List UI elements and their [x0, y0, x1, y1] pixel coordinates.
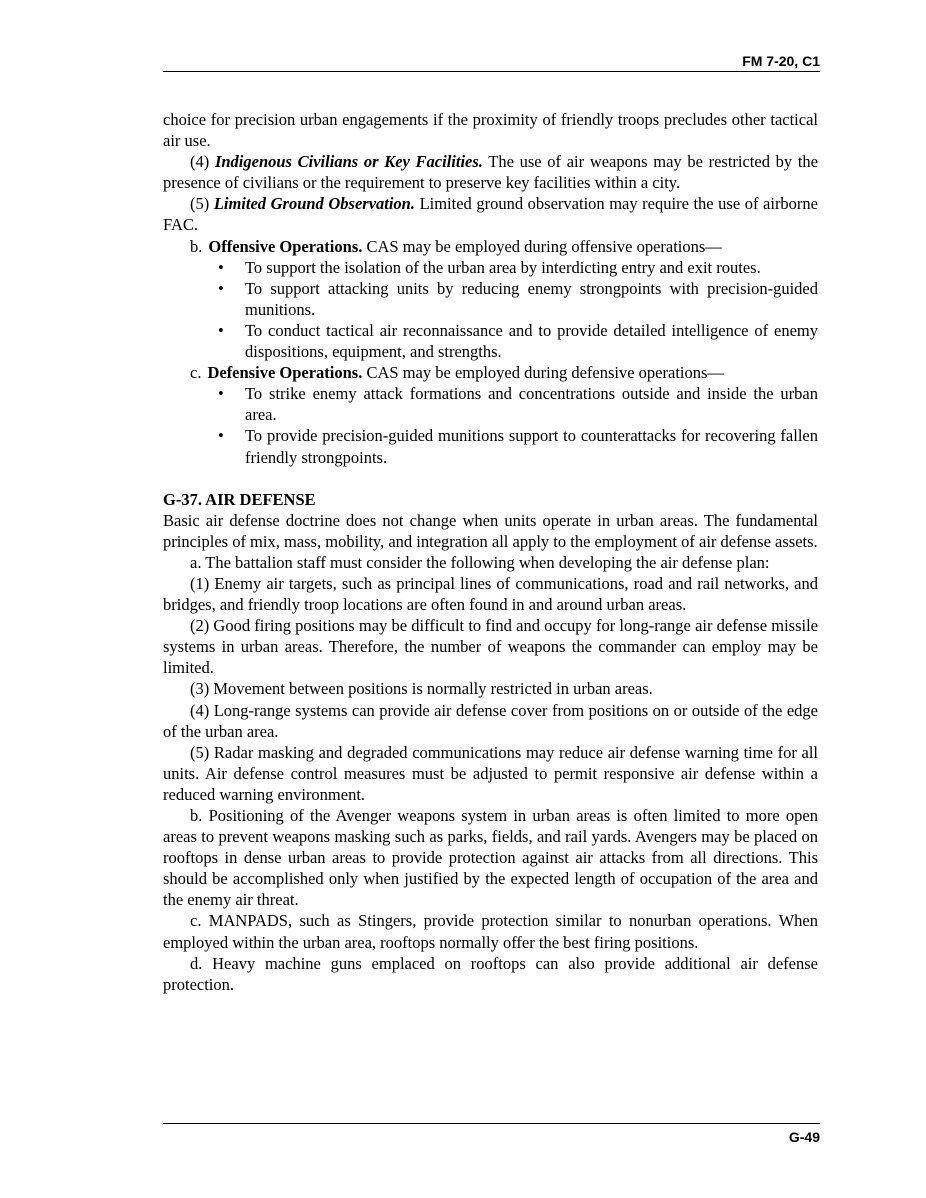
item-text: CAS may be employed during offensive operations— [366, 236, 722, 256]
item-text: Limited ground observation may require the use of airborne FAC. [163, 194, 819, 235]
paragraph-a2: (2) Good firing positions may be difficult to find and occupy for long-range air defense missile systems in urban areas. Therefore, the number of weapons the commander can employ may be limited. [163, 616, 818, 678]
paragraph-a3: (3) Movement between positions is normally restricted in urban areas. [190, 679, 653, 699]
paragraph-a: a. The battalion staff must consider the following when developing the air defense plan: [190, 552, 770, 572]
paragraph-limited-observation [163, 193, 818, 235]
running-header: FM 7-20, C1 [742, 53, 820, 69]
paragraph-offensive-operations [163, 236, 818, 257]
item-title: Limited Ground Observation. [213, 194, 415, 214]
paragraph-a1: (1) Enemy air targets, such as principal lines of communications, road and rail networks, and bridges, and friendly troop locations are often found in and around urban areas. [163, 573, 818, 615]
defensive-bullet-list [163, 383, 818, 467]
list-item: • To support the isolation of the urban area by interdicting entry and exit routes. [245, 257, 818, 278]
item-title: Indigenous Civilians or Key Facilities. [214, 152, 483, 172]
item-letter: b. [190, 236, 203, 256]
item-number: (5) [190, 194, 210, 214]
header-rule [163, 71, 820, 72]
paragraph-a4: (4) Long-range systems can provide air defense cover from positions on or outside of the edge of the urban area. [163, 700, 818, 741]
section-intro: Basic air defense doctrine does not change when units operate in urban areas. The fundamental principles of mix, mass, mobility, and integration all apply to the employment of air defense assets. [163, 510, 818, 551]
footer-rule [163, 1123, 820, 1124]
item-text: The use of air weapons may be restricted by the presence of civilians or the requirement to preserve key facilities within a city. [163, 152, 818, 193]
paragraph-b: b. Positioning of the Avenger weapons system in urban areas is often limited to more open areas to prevent weapons masking such as parks, fields, and rail yards. Avengers may be placed on rooftops in dense urban areas to provide protection against air attacks from all directions. This should be accomplished only when justified by the expected length of occupation of the area and the enemy air threat. [163, 806, 818, 910]
paragraph-d: d. Heavy machine guns emplaced on rooftops can also provide additional air defense protection. [163, 953, 818, 994]
paragraph-a5: (5) Radar masking and degraded communications may reduce air defense warning time for all units. Air defense control measures must be adjusted to permit responsive air defense within a reduced warning environment. [163, 742, 818, 804]
section-heading: G-37. AIR DEFENSE [163, 489, 316, 509]
item-title: Defensive Operations. [207, 363, 363, 383]
item-number: (4) [190, 152, 210, 172]
page-body [163, 109, 818, 995]
item-title: Offensive Operations. [208, 236, 363, 256]
list-item: • To support attacking units by reducing enemy strongpoints with precision-guided munitions. [245, 278, 818, 320]
item-text: CAS may be employed during defensive operations— [366, 363, 724, 383]
offensive-bullet-list [163, 257, 818, 362]
paragraph-c: c. MANPADS, such as Stingers, provide protection similar to nonurban operations. When employed within the urban area, rooftops normally offer the best firing positions. [163, 911, 818, 952]
paragraph-indigenous-civilians [163, 151, 818, 193]
paragraph-defensive-operations [163, 362, 818, 383]
list-item: • To conduct tactical air reconnaissance and to provide detailed intelligence of enemy dispositions, equipment, and strengths. [245, 320, 818, 362]
item-letter: c. [190, 363, 202, 383]
list-item: • To provide precision-guided munitions support to counterattacks for recovering fallen friendly strongpoints. [245, 425, 818, 467]
list-item: • To strike enemy attack formations and concentrations outside and inside the urban area. [245, 383, 818, 425]
page-number: G-49 [788, 1129, 820, 1145]
paragraph-continuation: choice for precision urban engagements if the proximity of friendly troops precludes other tactical air use. [163, 110, 818, 151]
